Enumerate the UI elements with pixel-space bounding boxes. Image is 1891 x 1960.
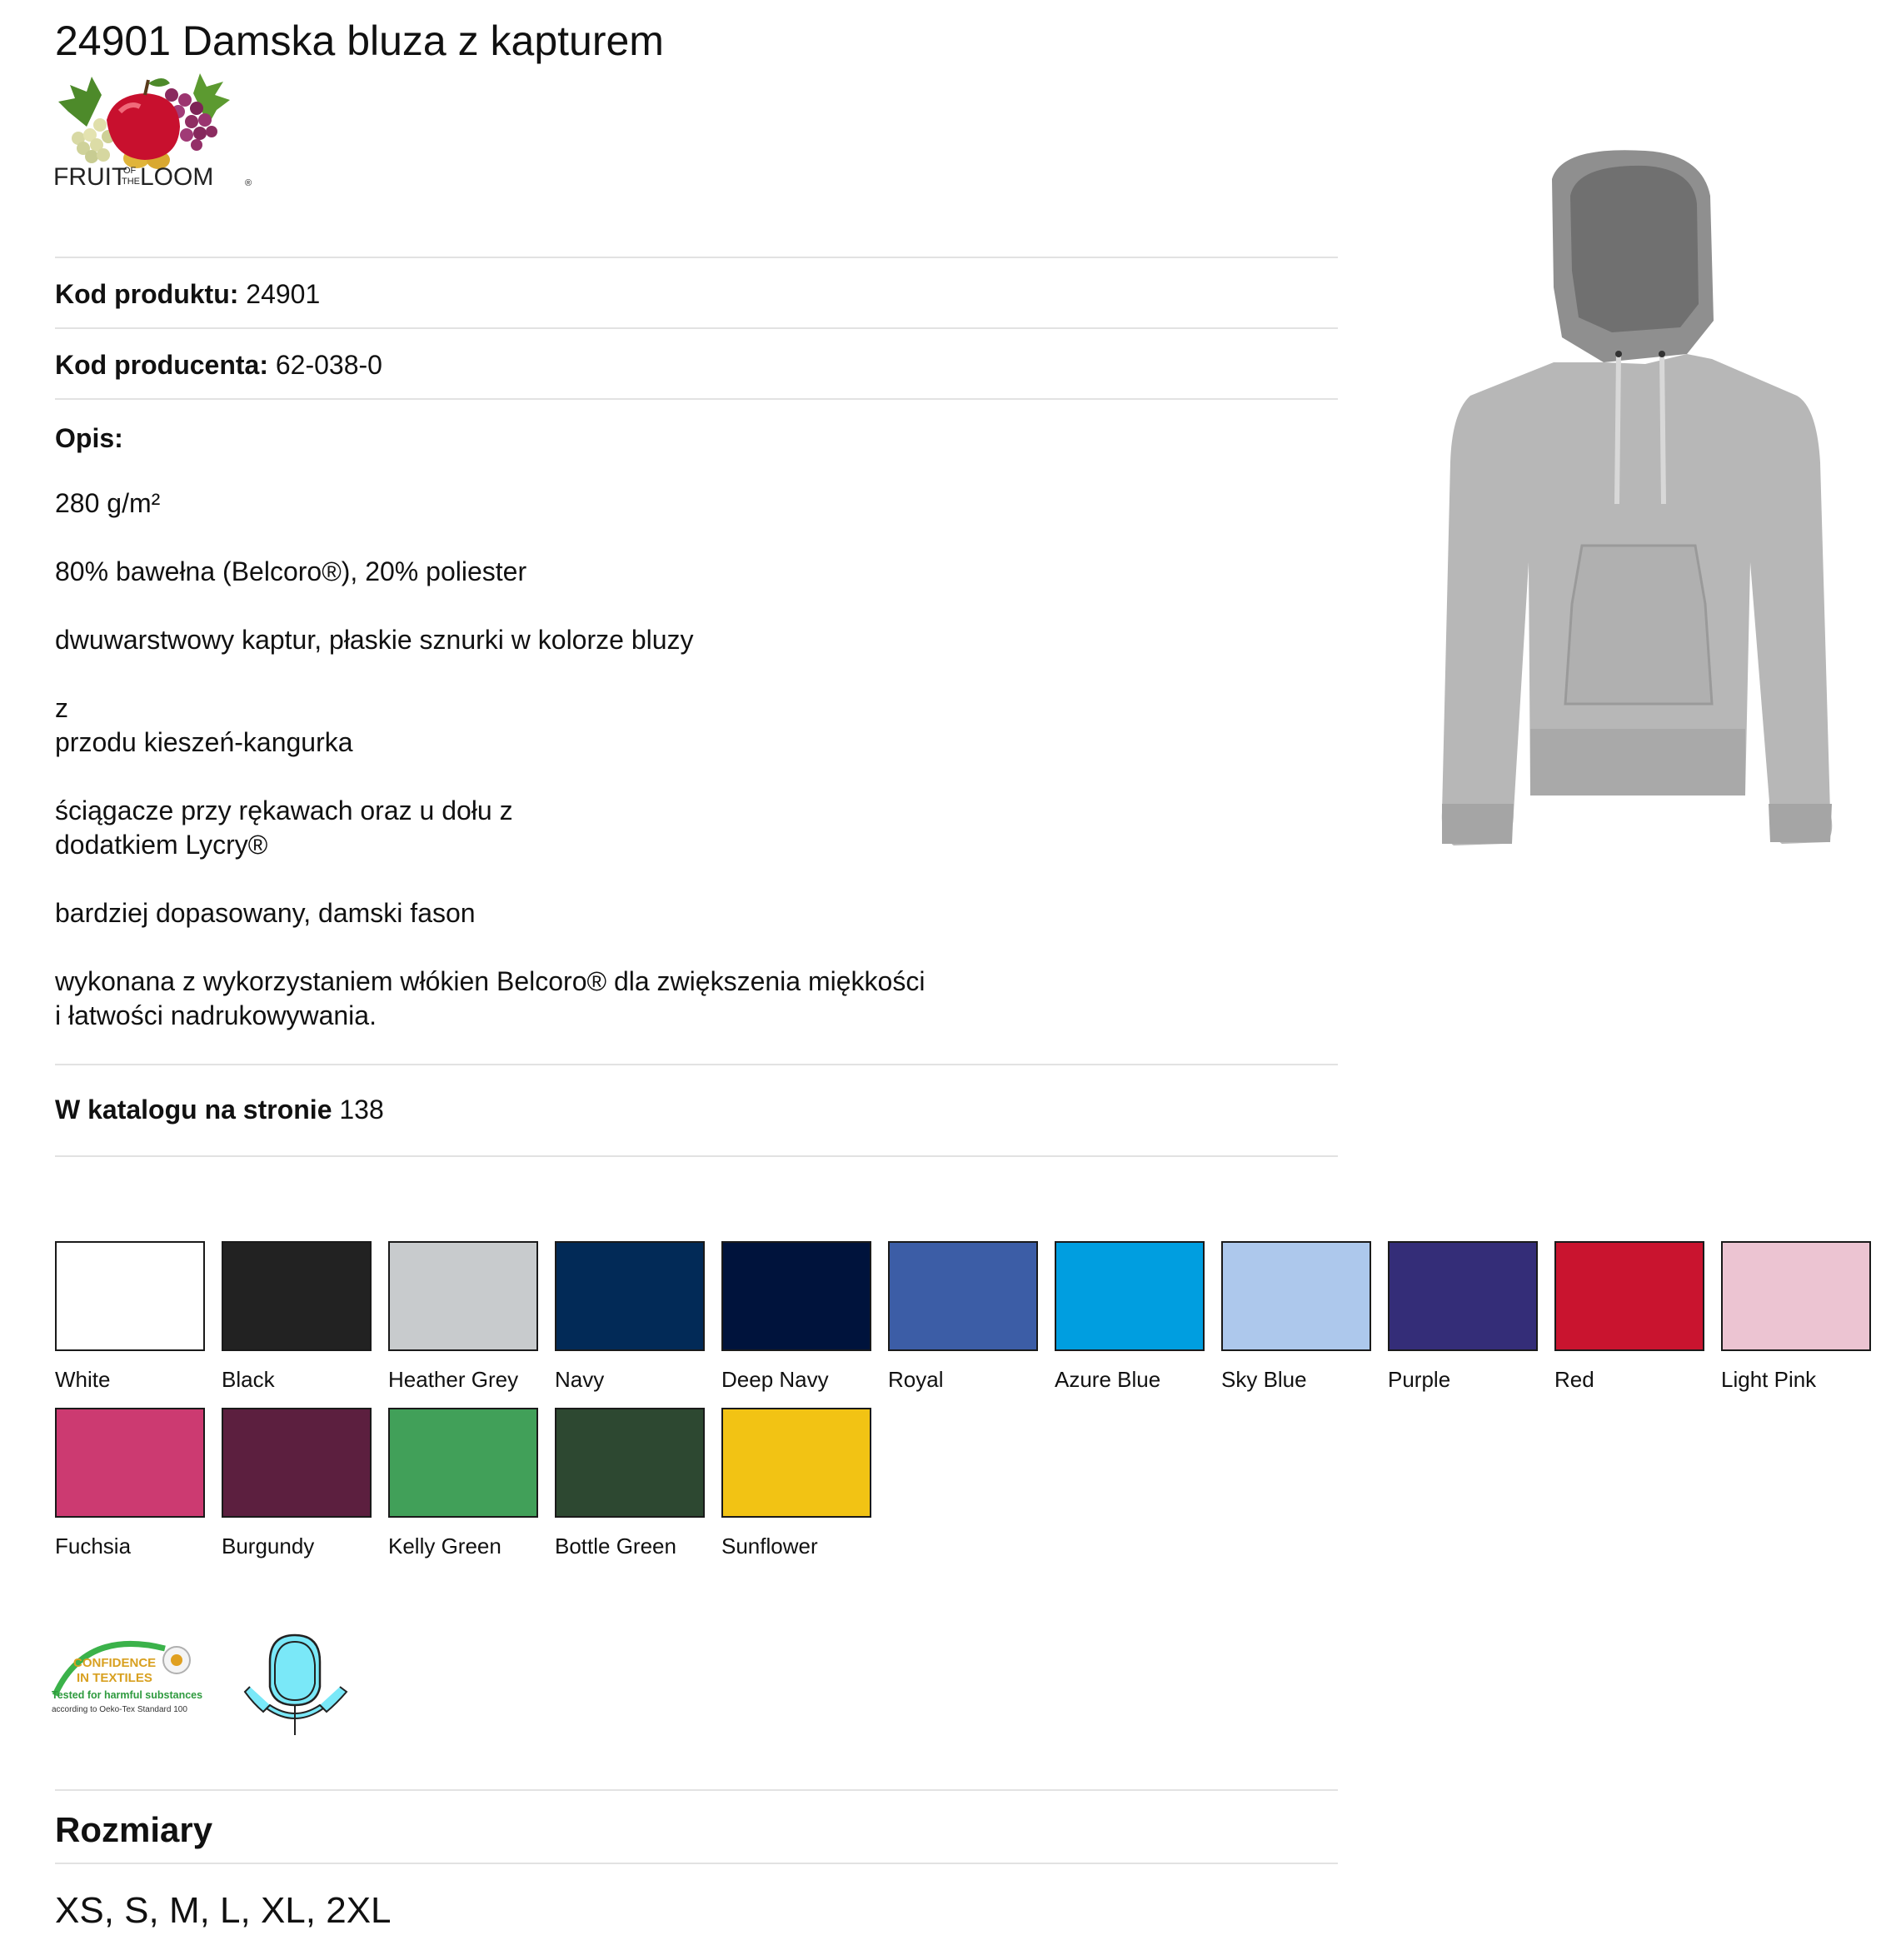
color-swatch[interactable] [1721, 1241, 1888, 1408]
svg-text:Tested for harmful substances: Tested for harmful substances [52, 1689, 203, 1701]
catalog-page-value: 138 [339, 1095, 384, 1125]
color-name: Red [1554, 1367, 1594, 1392]
catalog-label: W katalogu na stronie [55, 1095, 332, 1125]
color-name: Light Pink [1721, 1367, 1817, 1392]
description-label: Opis: [55, 423, 123, 453]
product-code-label: Kod produktu: [55, 279, 239, 309]
color-chip[interactable] [1554, 1241, 1704, 1351]
svg-text:OF: OF [123, 166, 137, 176]
color-chip[interactable] [721, 1241, 871, 1351]
product-code-row [55, 258, 1338, 327]
color-chip[interactable] [1221, 1241, 1371, 1351]
description-paragraph [55, 555, 1338, 589]
color-name: Purple [1388, 1367, 1451, 1392]
color-chip[interactable] [388, 1241, 538, 1351]
color-chip[interactable] [721, 1408, 871, 1518]
color-chip[interactable] [388, 1408, 538, 1518]
double-hood-icon [245, 1635, 347, 1735]
color-chip[interactable] [55, 1241, 205, 1351]
svg-text:CONFIDENCE: CONFIDENCE [73, 1656, 157, 1670]
color-name: Kelly Green [388, 1534, 501, 1559]
color-name: Sunflower [721, 1534, 818, 1559]
description-paragraph [55, 691, 1338, 760]
color-name: Bottle Green [555, 1534, 676, 1559]
color-chip[interactable] [222, 1408, 372, 1518]
color-swatch[interactable] [1388, 1241, 1554, 1408]
sizes-heading: Rozmiary [55, 1810, 213, 1849]
description-line: bardziej dopasowany, damski fason [55, 898, 476, 928]
color-chip[interactable] [1388, 1241, 1538, 1351]
fruit-of-the-loom-logo [53, 62, 262, 203]
svg-text:LOOM: LOOM [140, 163, 214, 191]
description-paragraph [55, 623, 1338, 657]
page-title: 24901 Damska bluza z kapturem [55, 17, 664, 64]
color-name: Heather Grey [388, 1367, 519, 1392]
color-chip[interactable] [888, 1241, 1038, 1351]
description-line: i łatwości nadrukowywania. [55, 1000, 377, 1030]
swatch-row [55, 1241, 1888, 1408]
color-chip[interactable] [222, 1241, 372, 1351]
catalog-page-row [55, 1065, 1338, 1155]
sizes-section [55, 1789, 1338, 1934]
color-name: Sky Blue [1221, 1367, 1307, 1392]
color-swatch[interactable] [388, 1408, 555, 1574]
color-name: Royal [888, 1367, 944, 1392]
color-swatch[interactable] [388, 1241, 555, 1408]
color-chip[interactable] [1055, 1241, 1205, 1351]
color-swatch[interactable] [888, 1241, 1055, 1408]
color-swatch[interactable] [555, 1408, 721, 1574]
color-swatch[interactable] [222, 1241, 388, 1408]
description-paragraph [55, 965, 1338, 1033]
color-chip[interactable] [555, 1241, 705, 1351]
svg-text:according to Oeko-Tex Standard: according to Oeko-Tex Standard 100 [52, 1705, 187, 1714]
color-swatch[interactable] [55, 1408, 222, 1574]
color-swatch[interactable] [1221, 1241, 1388, 1408]
color-swatch[interactable] [721, 1241, 888, 1408]
color-swatches [55, 1241, 1888, 1574]
fruit-cluster-icon [58, 73, 230, 169]
color-swatch[interactable] [55, 1241, 222, 1408]
product-photo-hoodie [1437, 146, 1837, 870]
description-text [55, 455, 1338, 1033]
color-swatch[interactable] [222, 1408, 388, 1574]
description-line: dwuwarstwowy kaptur, płaskie sznurki w kolorze bluzy [55, 625, 694, 655]
description-paragraph [55, 486, 1338, 521]
color-swatch[interactable] [555, 1241, 721, 1408]
svg-text:IN TEXTILES: IN TEXTILES [77, 1671, 152, 1685]
divider [55, 1155, 1338, 1157]
svg-text:THE: THE [122, 177, 140, 187]
description-paragraph [55, 794, 1338, 862]
maker-code-label: Kod producenta: [55, 350, 268, 380]
svg-text:FRUIT: FRUIT [53, 163, 127, 191]
color-name: Deep Navy [721, 1367, 829, 1392]
certification-badges [52, 1628, 385, 1737]
color-name: Azure Blue [1055, 1367, 1161, 1392]
color-chip[interactable] [1721, 1241, 1871, 1351]
color-name: White [55, 1367, 111, 1392]
maker-code-row [55, 329, 1338, 398]
color-swatch[interactable] [1554, 1241, 1721, 1408]
color-name: Fuchsia [55, 1534, 132, 1559]
color-swatch[interactable] [1055, 1241, 1221, 1408]
svg-text:®: ® [245, 178, 252, 188]
description-line: ściągacze przy rękawach oraz u dołu z [55, 795, 513, 825]
maker-code-value: 62-038-0 [275, 350, 382, 380]
description-line: przodu kieszeń-kangurka [55, 727, 353, 757]
swatch-row [55, 1408, 1888, 1574]
description-line: wykonana z wykorzystaniem włókien Belcoro® dla zwiększenia miękkości [55, 966, 926, 996]
sizes-list: XS, S, M, L, XL, 2XL [55, 1890, 392, 1931]
description-line: z [55, 693, 68, 723]
color-swatch[interactable] [721, 1408, 888, 1574]
oeko-tex-badge-icon [52, 1643, 202, 1714]
description-line: dodatkiem Lycry® [55, 830, 268, 860]
color-chip[interactable] [555, 1408, 705, 1518]
color-name: Burgundy [222, 1534, 315, 1559]
product-code-value: 24901 [246, 279, 321, 309]
color-name: Navy [555, 1367, 605, 1392]
description-line: 80% bawełna (Belcoro®), 20% poliester [55, 556, 527, 586]
color-chip[interactable] [55, 1408, 205, 1518]
color-name: Black [222, 1367, 275, 1392]
description-line: 280 g/m² [55, 488, 161, 518]
description-paragraph [55, 896, 1338, 930]
product-details [55, 257, 1338, 1157]
